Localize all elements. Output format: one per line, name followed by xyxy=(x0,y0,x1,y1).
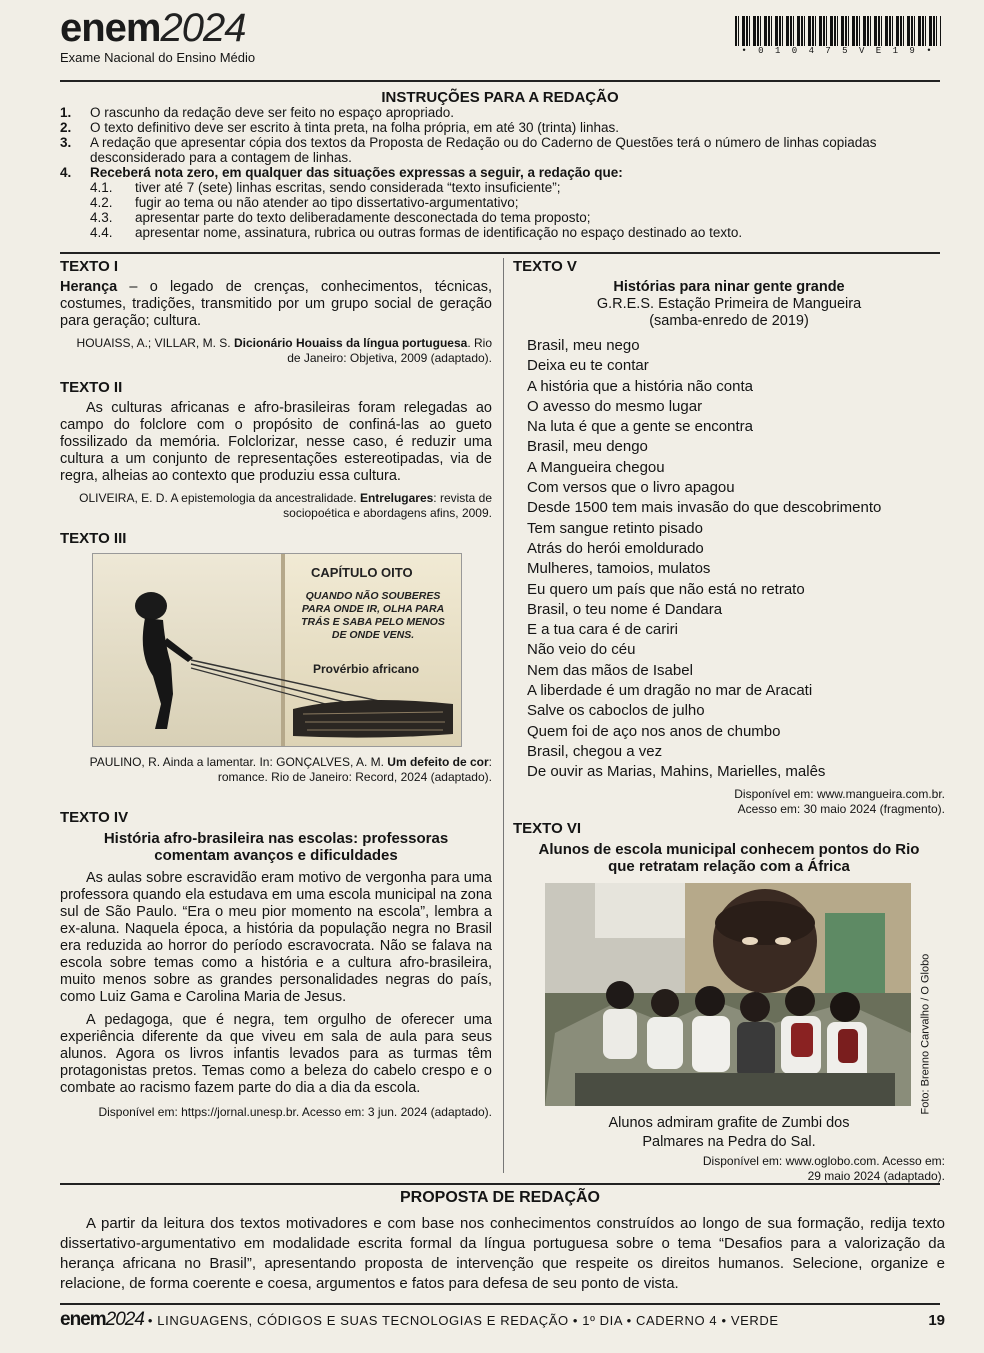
instruction-item: 2. O texto definitivo deve ser escrito à tinta preta, na folha própria, em até 30 (trinta) linhas. xyxy=(60,120,620,135)
exam-subtitle: Exame Nacional do Ensino Médio xyxy=(60,50,256,65)
lyric-line: Brasil, meu nego xyxy=(527,337,640,354)
footer-divider xyxy=(60,1303,940,1305)
song-title: Histórias para ninar gente grande xyxy=(613,279,845,295)
texto-1 xyxy=(60,258,492,366)
lyric-line: Mulheres, tamoios, mulatos xyxy=(527,560,711,578)
texto-1-citation: HOUAISS, A.; VILLAR, M. S. Dicionário Houaiss da língua portuguesa. Rio de Janeiro: Objetiva, 2009 (adaptado). xyxy=(76,336,492,365)
texto-6-headline: Alunos de escola municipal conhecem pontos do Rio que retratam relação com a África xyxy=(538,841,920,875)
enem-logo: enem2024 xyxy=(60,6,246,50)
texto-5-citation: Disponível em: www.mangueira.com.br. Acesso em: 30 maio 2024 (fragmento). xyxy=(734,786,945,816)
instructions-title: INSTRUÇÕES PARA A REDAÇÃO xyxy=(381,89,619,106)
lyric-line: Quem foi de aço nos anos de chumbo xyxy=(527,722,781,740)
footer-logo: enem2024 xyxy=(60,1309,144,1330)
page-number: 19 xyxy=(928,1312,945,1329)
texto-5 xyxy=(513,258,945,817)
texto-1-body: Herança – o legado de crenças, conhecimentos, técnicas, costumes, tradições, transmitido por um grupo social de geração para geração; cultura. xyxy=(60,279,492,329)
texto-5-title: TEXTO V xyxy=(513,258,577,275)
lyric-line: Deixa eu te contar xyxy=(527,357,649,375)
book-illustration xyxy=(92,553,462,747)
texto-4-paragraph-2: A pedagoga, que é negra, tem orgulho de oferecer uma experiência diferente da que viveu em sala de aula para seus alunos. Agora os livros infantis levados para as turmas têm protagonistas pretos. Temas como a beleza do cabelo crespo e o combate ao racismo fazem parte do dia a dia da escola. xyxy=(60,1012,492,1096)
proposal-title: PROPOSTA DE REDAÇÃO xyxy=(399,1189,600,1206)
instruction-item: 4. Receberá nota zero, em qualquer das situações expressas a seguir, a redação que: xyxy=(60,165,623,180)
texto-2 xyxy=(60,379,492,521)
instruction-subitem: 4.3. apresentar parte do texto deliberadamente desconectada do tema proposto; xyxy=(90,210,591,225)
book-quote: QUANDO NÃO SOUBERES PARA ONDE IR, OLHA PARA TRÁS E SABA PELO MENOS DE ONDE VENS. xyxy=(301,590,445,641)
texto-3-title: TEXTO III xyxy=(60,530,127,547)
instruction-subitem: 4.2. fugir ao tema ou não atender ao tipo dissertativo-argumentativo; xyxy=(90,195,519,210)
lyric-line: Atrás do herói emoldurado xyxy=(527,539,704,557)
song-lyrics xyxy=(513,336,945,783)
texto-6-title: TEXTO VI xyxy=(513,820,582,837)
proposal-text: A partir da leitura dos textos motivadores e com base nos conhecimentos construídos ao longo de sua formação, redija texto dissertativo-argumentativo em modalidade escrita formal da língua portuguesa sobre o tema “Desafios para a valorização da herança africana no Brasil”, apresentando proposta de intervenção que respeite os direitos humanos. Selecione, organize e relacione, de forma coerente e coesa, argumentos e fatos para defesa de seu ponto de vista. xyxy=(60,1215,945,1292)
photo-credit: Foto: Brenno Carvalho / O Globo xyxy=(919,953,932,1115)
instruction-subitem: 4.1. tiver até 7 (sete) linhas escritas, sendo considerada “texto insuficiente”; xyxy=(90,180,561,195)
photo-caption: Alunos admiram grafite de Zumbi dos Palmares na Pedra do Sal. xyxy=(608,1115,850,1150)
song-school: G.R.E.S. Estação Primeira de Mangueira xyxy=(596,296,862,312)
lyric-line: E a tua cara é de cariri xyxy=(527,621,678,639)
instructions-list xyxy=(60,105,945,240)
lyric-line: Nem das mãos de Isabel xyxy=(527,661,693,679)
texto-2-body: As culturas africanas e afro-brasileiras foram relegadas ao campo do folclore com o propósito de confiná-las ao gueto fossilizado da memória. Folclorizar, nesse caso, é reduzir uma cultura a um conjunto de representações estereotipadas, via de regra, alheias ao contexto que produziu essa cultura. xyxy=(60,400,492,484)
texto-4-headline: História afro-brasileira nas escolas: professoras comentam avanços e dificuldades xyxy=(103,830,449,864)
lyric-line: Eu quero um país que não está no retrato xyxy=(527,580,805,598)
texto-4-paragraph-1: As aulas sobre escravidão eram motivo de vergonha para uma professora quando ela estudava em uma escola municipal na zona sul de São Paulo. “Era o meu pior momento na escola”, lembra a ex-aluna. Naquela época, a história da população negra no Brasil era reduzida ao horror do período escravocrata. Não se falava na escola sobre temas como a história e a cultura afro-brasileira, muito menos sobre as grandes personalidades negras do país, como Luiz Gama e Carolina Maria de Jesus. xyxy=(60,870,492,1005)
lyric-line: Brasil, meu dengo xyxy=(527,438,648,456)
lyric-line: Salve os caboclos de julho xyxy=(527,702,705,720)
lyric-line: A liberdade é um dragão no mar de Aracati xyxy=(527,682,813,700)
footer-text: • LINGUAGENS, CÓDIGOS E SUAS TECNOLOGIAS E REDAÇÃO • 1º DIA • CADERNO 4 • VERDE xyxy=(147,1313,779,1328)
texto-2-citation: OLIVEIRA, E. D. A epistemologia da ancestralidade. Entrelugares: revista de sociopoética e abordagens afins, 2009. xyxy=(79,491,492,520)
exam-header xyxy=(60,6,255,65)
lyric-line: Na luta é que a gente se encontra xyxy=(527,418,753,436)
lyric-line: Não veio do céu xyxy=(527,641,636,659)
lyric-line: Brasil, chegou a vez xyxy=(527,742,663,760)
lyric-line: A história que a história não conta xyxy=(527,377,753,395)
barcode-number: • 0 1 0 4 7 5 V E 1 9 • xyxy=(741,46,935,56)
texto-4-title: TEXTO IV xyxy=(60,809,129,826)
texto-4-citation: Disponível em: https://jornal.unesp.br. Acesso em: 3 jun. 2024 (adaptado). xyxy=(98,1105,492,1119)
barcode xyxy=(735,16,941,46)
texto-4 xyxy=(60,809,492,1120)
book-proverb: Provérbio africano xyxy=(313,662,420,676)
lyric-line: A Mangueira chegou xyxy=(527,458,665,476)
lyric-line: De ouvir as Marias, Mahins, Marielles, malês xyxy=(527,763,826,781)
students-graffiti-photo xyxy=(545,883,911,1106)
instruction-subitem: 4.4. apresentar nome, assinatura, rubrica ou outras formas de identificação no espaço destinado ao texto. xyxy=(90,225,743,240)
figure-pulling-illustration xyxy=(93,554,461,746)
texto-6-citation: Disponível em: www.oglobo.com. Acesso em: 29 maio 2024 (adaptado). xyxy=(702,1154,945,1183)
lyric-line: O avesso do mesmo lugar xyxy=(527,397,703,415)
column-separator xyxy=(503,258,504,1173)
song-subtitle: (samba-enredo de 2019) xyxy=(649,313,809,329)
texto-3 xyxy=(60,530,492,785)
texto-3-citation: PAULINO, R. Ainda a lamentar. In: GONÇALVES, A. M. Um defeito de cor: romance. Rio de Janeiro: Record, 2024 (adaptado). xyxy=(89,755,492,784)
proposal-divider xyxy=(60,1183,940,1185)
texto-1-title: TEXTO I xyxy=(60,258,119,275)
book-chapter-heading: CAPÍTULO OITO xyxy=(311,565,413,580)
instructions-divider xyxy=(60,252,940,254)
photo-illustration xyxy=(545,883,911,1106)
lyric-line: Brasil, o teu nome é Dandara xyxy=(527,600,723,618)
page-footer xyxy=(60,1309,945,1331)
header-divider xyxy=(60,80,940,82)
instruction-item: 1. O rascunho da redação deve ser feito no espaço apropriado. xyxy=(60,105,454,120)
lyric-line: Desde 1500 tem mais invasão do que descobrimento xyxy=(527,499,882,517)
texto-6 xyxy=(513,820,945,1184)
lyric-line: Com versos que o livro apagou xyxy=(527,479,735,497)
lyric-line: Tem sangue retinto pisado xyxy=(527,519,703,537)
instruction-item: 3. A redação que apresentar cópia dos textos da Proposta de Redação ou do Caderno de Questões terá o número de linhas copiadas desconsiderado para a contagem de linhas. xyxy=(60,135,877,165)
texto-2-title: TEXTO II xyxy=(60,379,123,396)
